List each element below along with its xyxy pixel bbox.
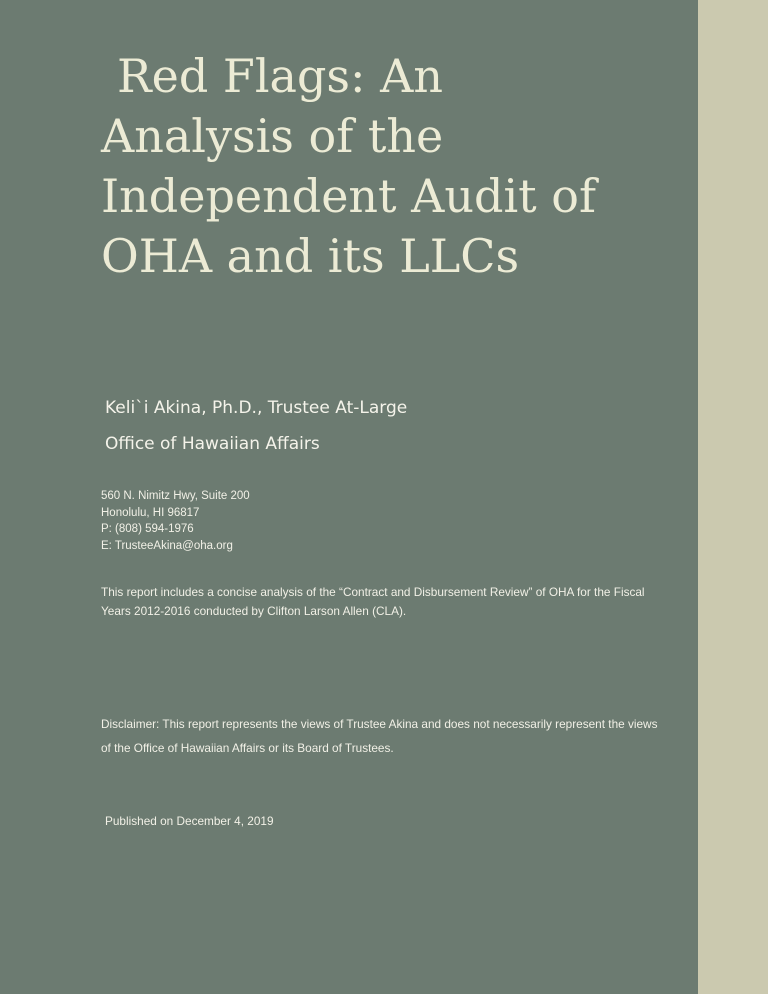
title-line: Red Flags: An bbox=[117, 49, 443, 103]
address-line-1: 560 N. Nimitz Hwy, Suite 200 bbox=[101, 490, 250, 502]
phone-number: P: (808) 594-1976 bbox=[101, 523, 194, 535]
title-line: Analysis of the bbox=[101, 109, 444, 163]
contact-block bbox=[101, 488, 250, 554]
published-date: Published on December 4, 2019 bbox=[105, 814, 274, 828]
email-address: E: TrusteeAkina@oha.org bbox=[101, 539, 233, 552]
title-line: OHA and its LLCs bbox=[101, 229, 520, 283]
address-line-2: Honolulu, HI 96817 bbox=[101, 506, 200, 519]
organization-name: Office of Hawaiian Affairs bbox=[105, 434, 320, 454]
side-accent-strip bbox=[698, 0, 768, 994]
author-name: Keli`i Akina, Ph.D., Trustee At-Large bbox=[105, 398, 408, 418]
report-title bbox=[101, 46, 671, 286]
report-summary: This report includes a concise analysis of the “Contract and Disbursement Review” of OHA for the Fiscal Years 2012-2016 conducted by Clifton Larson Allen (CLA). bbox=[101, 585, 645, 618]
title-line: Independent Audit of bbox=[101, 169, 596, 223]
disclaimer-text: Disclaimer: This report represents the views of Trustee Akina and does not necessarily represent the views of the Office of Hawaiian Affairs or its Board of Trustees. bbox=[101, 717, 658, 755]
